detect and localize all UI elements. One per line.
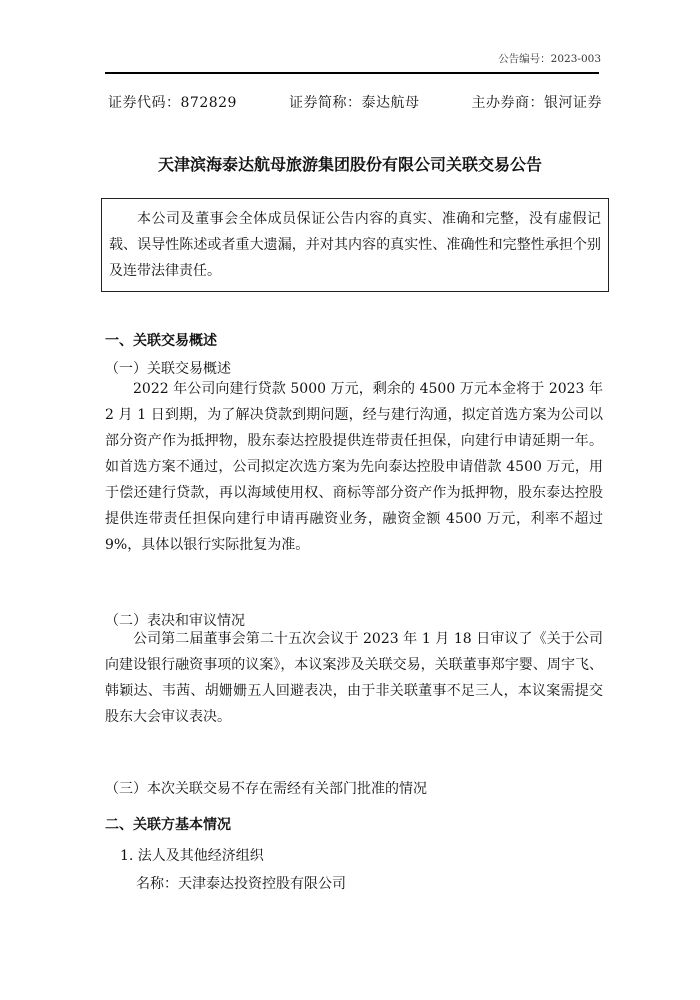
subsection2-body — [105, 626, 603, 730]
section-heading: 二、关联方基本情况 — [105, 817, 231, 833]
security-code: 证券代码：872829 — [108, 95, 237, 111]
document-title: 天津滨海泰达航母旅游集团股份有限公司关联交易公告 — [157, 155, 542, 174]
notice-number: 公告编号：2023-003 — [498, 53, 601, 65]
sponsor-broker: 主办券商：银河证券 — [471, 95, 602, 111]
header-rule — [105, 72, 599, 74]
subsection1-heading: （一）关联交易概述 — [105, 361, 231, 377]
paragraph: 2022 年公司向建行贷款 5000 万元，剩余的 4500 万元本金将于 2023 年 2 月 1 日到期，为了解决贷款到期问题，经与建行沟通，拟定首选方案为公司以部分资产作为抵押物，股东泰达控股提供连带责任担保，向建行申请延期一年。如首选方案不通过，公司拟定次选方案为先向泰达控股申请借款 4500 万元，用于偿还建行贷款，再以海域使用权、商标等部分资产作为抵押物，股东泰达控股提供连带责任担保向建行申请再融资业务，融资金额 4500 万元，利率不超过 9%，具体以银行实际批复为准。 — [105, 381, 603, 553]
subsection2-heading: （二）表决和审议情况 — [105, 613, 245, 629]
security-name: 证券简称：泰达航母 — [288, 95, 420, 111]
subsection1-body — [105, 376, 603, 558]
paragraph: 公司第二届董事会第二十五次会议于 2023 年 1 月 18 日审议了《关于公司向建设银行融资事项的议案》，本议案涉及关联交易，关联董事郑宇婴、周宇飞、韩颖达、韦茜、胡姗姗五人回避表决，由于非关联董事不足三人，本议案需提交股东大会审议表决。 — [105, 631, 603, 725]
list-item: 1. 法人及其他经济组织 — [120, 848, 264, 864]
section-heading: 一、关联交易概述 — [105, 333, 217, 349]
section1-heading — [105, 330, 603, 350]
subsection3-heading: （三）本次关联交易不存在需经有关部门批准的情况 — [105, 781, 427, 797]
related-party-name: 名称：天津泰达投资控股有限公司 — [136, 876, 346, 892]
security-info-row — [108, 92, 602, 112]
section2-heading — [105, 814, 603, 834]
disclaimer-box: 本公司及董事会全体成员保证公告内容的真实、准确和完整，没有虚假记载、误导性陈述或者重大遗漏，并对其内容的真实性、准确性和完整性承担个别及连带法律责任。 — [101, 198, 609, 292]
